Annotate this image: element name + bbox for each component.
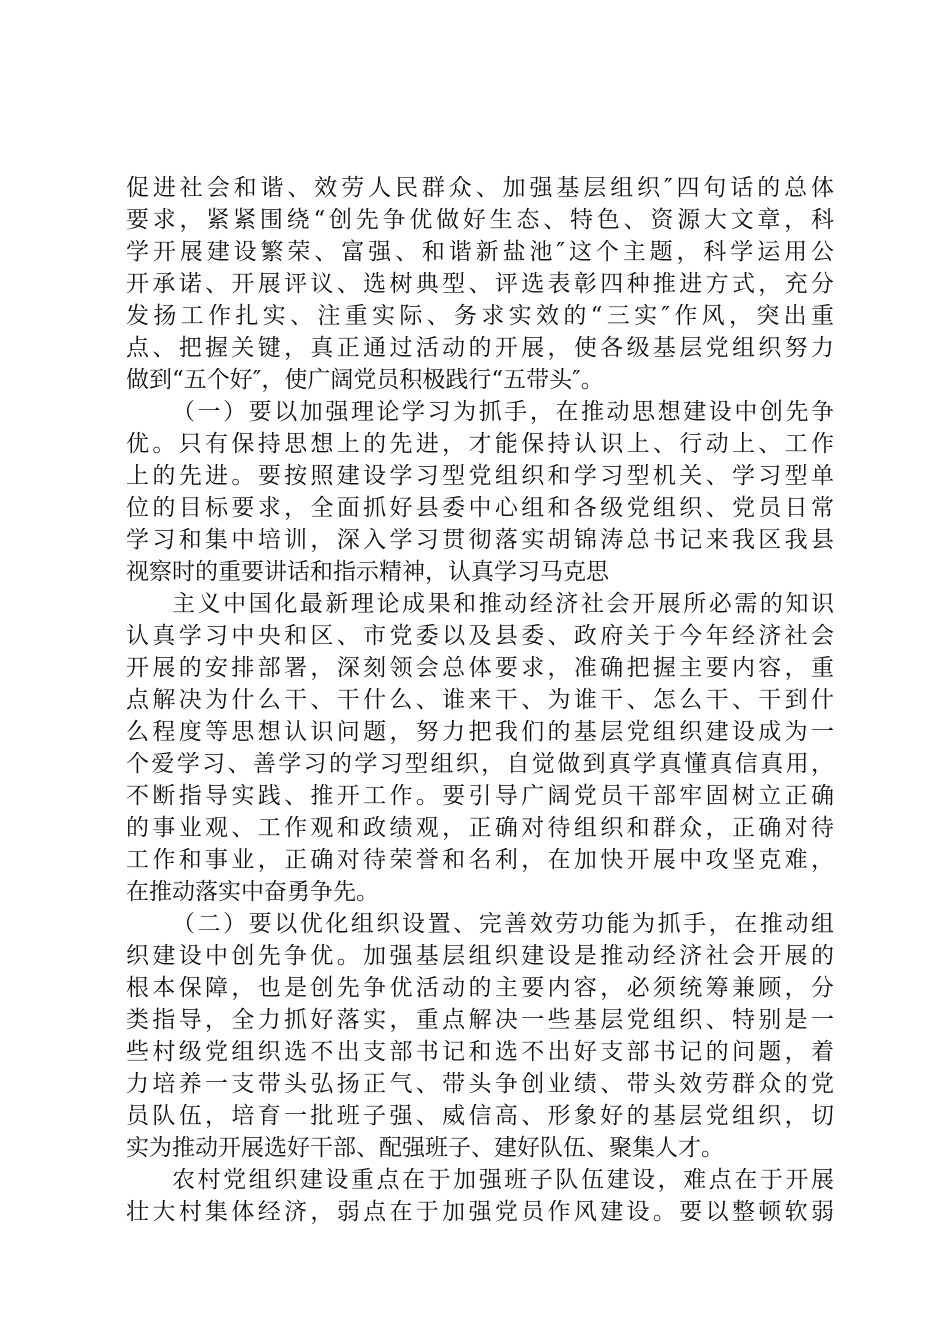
paragraph-5 — [126, 1164, 834, 1228]
text-line: 力培养一支带头弘扬正气、带头争创业绩、带头效劳群众的党 — [126, 1071, 834, 1097]
text-line: 促进社会和谐、效劳人民群众、加强基层组织″四句话的总体 — [126, 175, 834, 201]
text-line: 主义中国化最新理论成果和推动经济社会开展所必需的知识 — [172, 591, 834, 617]
text-line: 位的目标要求，全面抓好县委中心组和各级党组织、党员日常 — [126, 495, 834, 521]
text-line: 织建设中创先争优。加强基层组织建设是推动经济社会开展的 — [126, 943, 834, 969]
text-line: （二）要以优化组织设置、完善效劳功能为抓手，在推动组 — [172, 911, 834, 937]
text-line: 些村级党组织选不出支部书记和选不出好支部书记的问题，着 — [126, 1039, 834, 1065]
text-line: 学习和集中培训，深入学习贯彻落实胡锦涛总书记来我区我县 — [126, 527, 834, 553]
text-line: 认真学习中央和区、市党委以及县委、政府关于今年经济社会 — [126, 623, 834, 649]
text-line: 工作和事业，正确对待荣誉和名利，在加快开展中攻坚克难， — [126, 847, 834, 873]
text-line: 点、把握关键，真正通过活动的开展，使各级基层党组织努力 — [126, 335, 834, 361]
text-line: 优。只有保持思想上的先进，才能保持认识上、行动上、工作 — [126, 431, 834, 457]
text-line: 壮大村集体经济，弱点在于加强党员作风建设。要以整顿软弱 — [126, 1199, 834, 1225]
text-line: 做到“五个好″，使广阔党员积极践行“五带头″。 — [126, 367, 604, 393]
text-line: 不断指导实践、推开工作。要引导广阔党员干部牢固树立正确 — [126, 783, 834, 809]
text-line: 农村党组织建设重点在于加强班子队伍建设，难点在于开展 — [172, 1167, 834, 1193]
text-line: 的事业观、工作观和政绩观，正确对待组织和群众，正确对待 — [126, 815, 834, 841]
text-line: 么程度等思想认识问题，努力把我们的基层党组织建设成为一 — [126, 719, 834, 745]
text-line: 员队伍，培育一批班子强、威信高、形象好的基层党组织，切 — [126, 1103, 834, 1129]
document-body — [126, 172, 834, 1228]
text-line: 在推动落实中奋勇争先。 — [126, 879, 379, 905]
text-line: （一）要以加强理论学习为抓手，在推动思想建设中创先争 — [172, 399, 834, 425]
text-line: 上的先进。要按照建设学习型党组织和学习型机关、学习型单 — [126, 463, 834, 489]
text-line: 视察时的重要讲话和指示精神，认真学习马克思 — [126, 559, 609, 585]
text-line: 实为推动开展选好干部、配强班子、建好队伍、聚集人才。 — [126, 1135, 724, 1161]
paragraph-3 — [126, 588, 834, 908]
paragraph-4 — [126, 908, 834, 1164]
text-line: 学开展建设繁荣、富强、和谐新盐池″这个主题，科学运用公 — [126, 239, 834, 265]
text-line: 开展的安排部署，深刻领会总体要求，准确把握主要内容，重 — [126, 655, 834, 681]
text-line: 根本保障，也是创先争优活动的主要内容，必须统筹兼顾，分 — [126, 975, 834, 1001]
paragraph-2 — [126, 396, 834, 588]
text-line: 开承诺、开展评议、选树典型、评选表彰四种推进方式，充分 — [126, 271, 834, 297]
text-line: 点解决为什么干、干什么、谁来干、为谁干、怎么干、干到什 — [126, 687, 834, 713]
text-line: 要求，紧紧围绕“创先争优做好生态、特色、资源大文章，科 — [126, 207, 834, 233]
paragraph-1 — [126, 172, 834, 396]
text-line: 个爱学习、善学习的学习型组织，自觉做到真学真懂真信真用， — [126, 751, 834, 777]
text-line: 发扬工作扎实、注重实际、务求实效的“三实″作风，突出重 — [126, 303, 834, 329]
text-line: 类指导，全力抓好落实，重点解决一些基层党组织、特别是一 — [126, 1007, 834, 1033]
